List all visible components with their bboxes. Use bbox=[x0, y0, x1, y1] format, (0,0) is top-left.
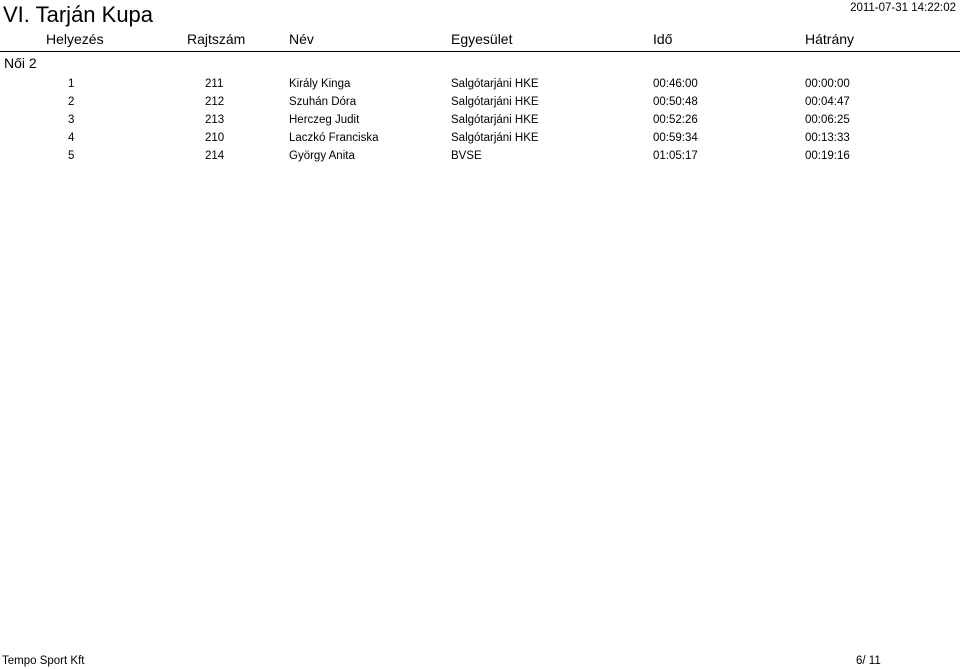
bib-cell: 211 bbox=[205, 78, 224, 90]
gap-cell: 00:04:47 bbox=[805, 96, 850, 108]
gap-cell: 00:00:00 bbox=[805, 78, 850, 90]
club-cell: Salgótarjáni HKE bbox=[451, 96, 539, 108]
club-cell: BVSE bbox=[451, 150, 482, 162]
time-cell: 00:46:00 bbox=[653, 78, 698, 90]
time-cell: 00:50:48 bbox=[653, 96, 698, 108]
page-number: 6/ 11 bbox=[856, 655, 881, 667]
gap-cell: 00:13:33 bbox=[805, 132, 850, 144]
time-cell: 01:05:17 bbox=[653, 150, 698, 162]
print-timestamp: 2011-07-31 14:22:02 bbox=[850, 2, 956, 14]
column-header-name: Név bbox=[289, 31, 314, 47]
gap-cell: 00:06:25 bbox=[805, 114, 850, 126]
place-cell: 1 bbox=[68, 78, 75, 90]
results-table bbox=[0, 75, 960, 165]
club-cell: Salgótarjáni HKE bbox=[451, 78, 539, 90]
club-cell: Salgótarjáni HKE bbox=[451, 132, 539, 144]
name-cell: Szuhán Dóra bbox=[289, 96, 357, 108]
place-cell: 2 bbox=[68, 96, 75, 108]
place-cell: 4 bbox=[68, 132, 75, 144]
time-cell: 00:52:26 bbox=[653, 114, 698, 126]
gap-cell: 00:19:16 bbox=[805, 150, 850, 162]
column-header-bib: Rajtszám bbox=[187, 31, 246, 47]
table-row bbox=[0, 129, 960, 147]
column-header-time: Idő bbox=[653, 31, 673, 47]
column-header-club: Egyesület bbox=[451, 31, 513, 47]
column-headers bbox=[0, 30, 960, 48]
table-row bbox=[0, 111, 960, 129]
table-row bbox=[0, 93, 960, 111]
name-cell: Király Kinga bbox=[289, 78, 351, 90]
header-divider bbox=[0, 51, 960, 52]
name-cell: Herczeg Judit bbox=[289, 114, 360, 126]
column-header-gap: Hátrány bbox=[805, 31, 855, 47]
place-cell: 3 bbox=[68, 114, 75, 126]
bib-cell: 213 bbox=[205, 114, 225, 126]
bib-cell: 214 bbox=[205, 150, 225, 162]
club-cell: Salgótarjáni HKE bbox=[451, 114, 539, 126]
category-label: Női 2 bbox=[4, 55, 37, 71]
name-cell: Laczkó Franciska bbox=[289, 132, 379, 144]
table-row bbox=[0, 75, 960, 93]
page-title: VI. Tarján Kupa bbox=[3, 2, 154, 27]
bib-cell: 212 bbox=[205, 96, 225, 108]
name-cell: György Anita bbox=[289, 150, 355, 162]
bib-cell: 210 bbox=[205, 132, 225, 144]
footer-company: Tempo Sport Kft bbox=[2, 655, 85, 667]
time-cell: 00:59:34 bbox=[653, 132, 698, 144]
column-header-place: Helyezés bbox=[46, 31, 104, 47]
place-cell: 5 bbox=[68, 150, 75, 162]
table-row bbox=[0, 147, 960, 165]
